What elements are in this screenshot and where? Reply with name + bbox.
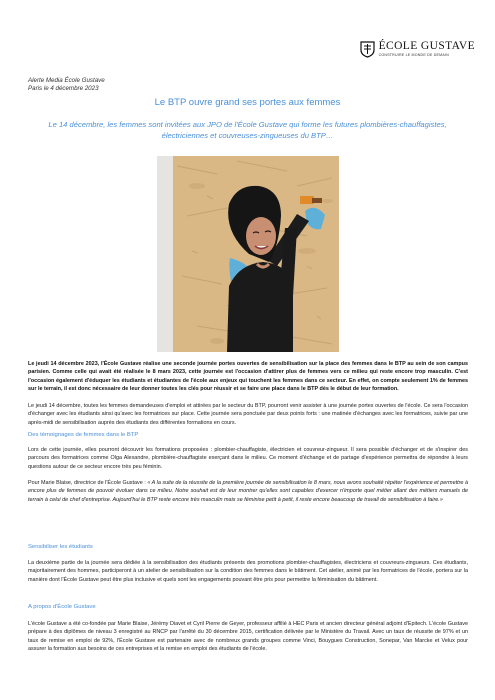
page-title: Le BTP ouvre grand ses portes aux femmes: [154, 97, 341, 108]
school-logo: [360, 40, 475, 58]
paragraph-students-workshop: La deuxième partie de la journée sera dédiée à la sensibilisation des étudiants présents des promotions plombier-chauffagistes, électriciens et couvreurs-zingueurs. Ces étudiants, majoritairement des hommes, participeront à un atelier de sensibilisation sur la condition des femmes dans le bâtiment. Cet atelier, animé par les formatrices de l'école, portera sur la manière dont l'École Gustave peut être plus inclusive et quels sont les engagements pouvant être pris pour permettre la féminisation du bâtiment.: [28, 560, 468, 583]
paragraph-director-quote: [28, 479, 468, 504]
release-date: Paris le 4 décembre 2023: [28, 85, 99, 92]
intro-paragraph: [28, 360, 468, 394]
release-label: Alerte Media École Gustave: [28, 77, 105, 84]
shield-icon: [360, 41, 375, 58]
section-heading-students: Sensibiliser les étudiants: [28, 544, 93, 550]
article-photo: [157, 156, 339, 352]
page-subtitle: Le 14 décembre, les femmes sont invitées aux JPO de l'École Gustave qui forme les futures plombières-chauffagistes, électriciennes et couvreuses-zingueuses du BTP…: [48, 120, 447, 140]
paragraph-trainings: Lors de cette journée, elles pourront découvrir les formations proposées : plombier-chauffagiste, électricien et couvreur-zingueur. Il sera possible d'échanger et de s'inspirer des parcours des formatrices comme Olga Alexandre, plombière-chauffagiste exerçant dans le milieu. Ce moment d'échange et de partage d'expérience permettra de répondre à leurs questions autour de ce secteur encore très peu féminin.: [28, 447, 468, 470]
section-heading-about: A propos d'École Gustave: [28, 604, 96, 610]
paragraph-open-day: Le jeudi 14 décembre, toutes les femmes demandeuses d'emploi et attirées par le secteur du BTP, pourront venir assister à une journée portes ouvertes de l'école. Ce sera l'occasion d'échanger avec les étudiants ainsi qu'avec les formatrices sur place. Cette journée sera ponctuée par deux points forts : une matinée d'échanges avec les formatrices, suivie par une après-midi de sensibilisation auprès des étudiants des différentes formations en cours.: [28, 403, 468, 426]
paragraph-about-school: L'école Gustave a été co-fondée par Marie Blaise, Jérémy Diavet et Cyril Pierre de Geyer, professeur affilié à HEC Paris et ancien directeur général adjoint d'Epitech. L'école Gustave prépare à des diplômes de niveau 3 enregistré au RNCP par l'arrêté du 30 décembre 2015, certification délivrée par le Ministère du Travail. Avec un taux de réussite de 97% et un taux de remise en emploi de 92%, l'École Gustave est partenaire avec de nombreux grands groupes comme Vinci, Bouygues Construction, Sonepar, Van Marcke et Velux pour assurer la formation aux besoins de ces entreprises et la remise en emploi des étudiants de l'école.: [28, 621, 468, 653]
release-meta: [28, 77, 105, 93]
intro-text: Le jeudi 14 décembre 2023, l'École Gustave réalise une seconde journée portes ouvertes de sensibilisation sur la place des femmes dans le BTP au sein de son campus parisien. Comme celle qui avait été réalisée le 8 mars 2023, cette journée est l'occasion d'attirer plus de femmes vers ce milieu qui reste encore trop masculin. C'est l'occasion également d'éduquer les étudiants et étudiantes de l'école aux enjeux qui touchent les femmes dans ce secteur. En effet, on compte seulement 1% de femmes sur le terrain, il est donc nécessaire de leur donner toutes les clés pour réussir et se faire une place dans le BTP dès le début de leur formation.: [28, 361, 468, 393]
logo-name: ÉCOLE GUSTAVE: [378, 40, 475, 52]
logo-tagline: CONSTRUIRE LE MONDE DE DEMAIN: [378, 53, 449, 57]
quote-text: « A la suite de la réussite de la première journée de sensibilisation le 8 mars, nous avons souhaité répéter l'expérience et permettre à encore plus de femmes de pouvoir évoluer dans ce milieu. Notre souhait est de leur montrer qu'elles sont capables d'exercer n'importe quel métier allant des métiers manuels de terrain à celui de chef d'entreprise. Aujourd'hui le BTP reste encore très masculin mais se féminise petit à petit, il reste encore beaucoup de travail de sensibilisation à faire.»: [28, 480, 469, 503]
section-heading-testimonies: Des témoignages de femmes dans le BTP: [28, 432, 139, 438]
woman-construction-photo: [157, 156, 339, 352]
quote-lead: Pour Marie Blaise, directrice de l'École Gustave :: [28, 480, 148, 486]
